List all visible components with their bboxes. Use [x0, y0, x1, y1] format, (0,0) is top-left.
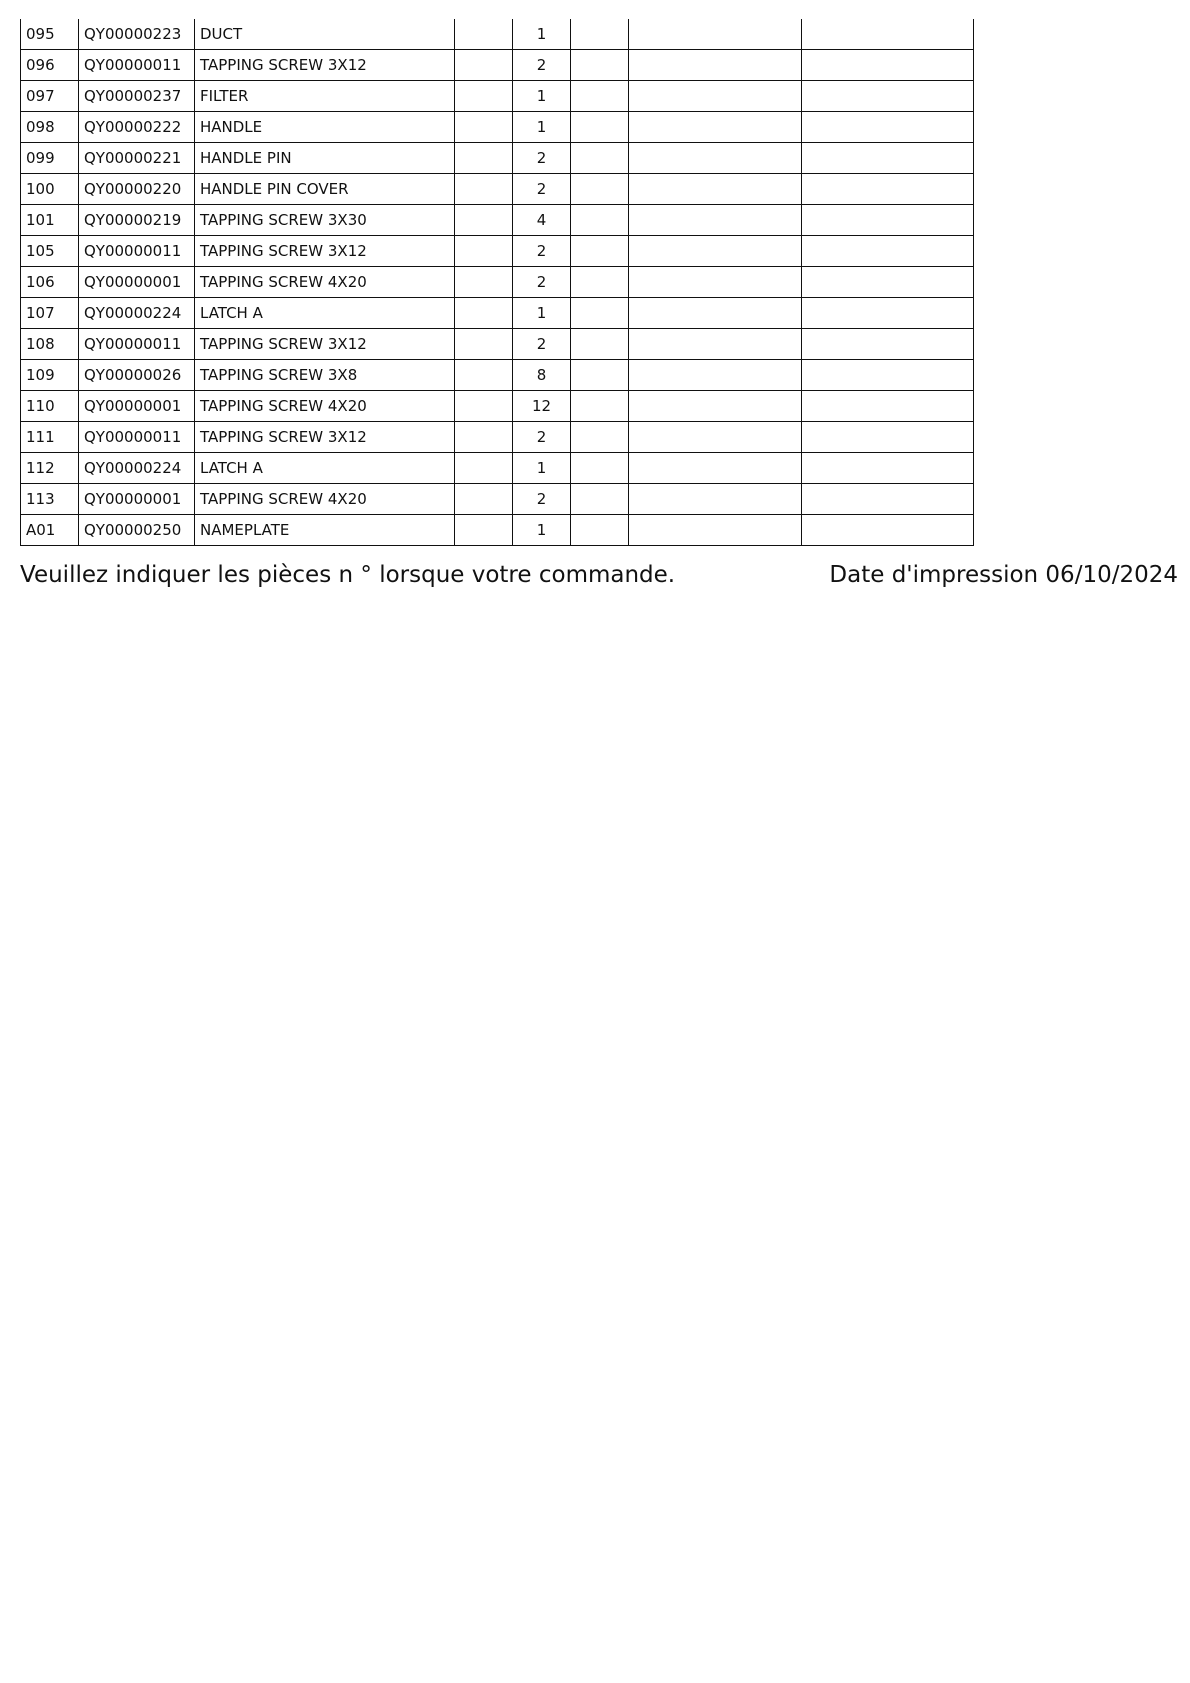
empty-cell — [571, 515, 629, 546]
part-code-cell: QY00000219 — [79, 205, 195, 236]
empty-cell — [571, 205, 629, 236]
part-number-cell: 113 — [21, 484, 79, 515]
part-code-cell: QY00000011 — [79, 236, 195, 267]
part-name-cell: FILTER — [195, 81, 455, 112]
empty-cell — [455, 329, 513, 360]
part-code-cell: QY00000011 — [79, 329, 195, 360]
table-row — [21, 298, 974, 329]
table-row — [21, 267, 974, 298]
part-number-cell: 107 — [21, 298, 79, 329]
part-number-cell: 098 — [21, 112, 79, 143]
empty-cell — [802, 205, 974, 236]
part-name-cell: TAPPING SCREW 3X8 — [195, 360, 455, 391]
table-row — [21, 205, 974, 236]
empty-cell — [455, 360, 513, 391]
part-number-cell: 110 — [21, 391, 79, 422]
empty-cell — [629, 112, 802, 143]
empty-cell — [455, 267, 513, 298]
empty-cell — [629, 81, 802, 112]
empty-cell — [629, 360, 802, 391]
quantity-cell: 1 — [513, 298, 571, 329]
part-code-cell: QY00000001 — [79, 484, 195, 515]
part-name-cell: TAPPING SCREW 3X12 — [195, 236, 455, 267]
part-name-cell: HANDLE PIN COVER — [195, 174, 455, 205]
table-row — [21, 174, 974, 205]
part-code-cell: QY00000237 — [79, 81, 195, 112]
empty-cell — [629, 174, 802, 205]
empty-cell — [455, 174, 513, 205]
empty-cell — [455, 298, 513, 329]
table-row — [21, 50, 974, 81]
quantity-cell: 2 — [513, 484, 571, 515]
quantity-cell: 1 — [513, 453, 571, 484]
empty-cell — [802, 484, 974, 515]
part-code-cell: QY00000224 — [79, 453, 195, 484]
empty-cell — [571, 267, 629, 298]
part-name-cell: TAPPING SCREW 3X12 — [195, 329, 455, 360]
empty-cell — [629, 205, 802, 236]
table-row — [21, 391, 974, 422]
part-name-cell: TAPPING SCREW 3X12 — [195, 422, 455, 453]
table-row — [21, 81, 974, 112]
part-number-cell: 106 — [21, 267, 79, 298]
table-row — [21, 329, 974, 360]
table-row — [21, 19, 974, 50]
empty-cell — [455, 112, 513, 143]
empty-cell — [455, 236, 513, 267]
empty-cell — [802, 360, 974, 391]
empty-cell — [802, 453, 974, 484]
part-code-cell: QY00000250 — [79, 515, 195, 546]
table-row — [21, 360, 974, 391]
empty-cell — [629, 236, 802, 267]
part-code-cell: QY00000026 — [79, 360, 195, 391]
empty-cell — [629, 50, 802, 81]
empty-cell — [629, 19, 802, 50]
quantity-cell: 2 — [513, 329, 571, 360]
empty-cell — [571, 81, 629, 112]
order-instruction-note: Veuillez indiquer les pièces n ° lorsque votre commande. — [20, 562, 676, 588]
quantity-cell: 1 — [513, 515, 571, 546]
empty-cell — [455, 81, 513, 112]
parts-table-body — [21, 19, 974, 546]
empty-cell — [455, 19, 513, 50]
part-name-cell: NAMEPLATE — [195, 515, 455, 546]
part-code-cell: QY00000222 — [79, 112, 195, 143]
quantity-cell: 1 — [513, 112, 571, 143]
empty-cell — [571, 360, 629, 391]
empty-cell — [571, 50, 629, 81]
empty-cell — [571, 174, 629, 205]
part-code-cell: QY00000224 — [79, 298, 195, 329]
empty-cell — [571, 298, 629, 329]
part-name-cell: TAPPING SCREW 4X20 — [195, 267, 455, 298]
empty-cell — [571, 143, 629, 174]
empty-cell — [455, 515, 513, 546]
empty-cell — [571, 391, 629, 422]
quantity-cell: 1 — [513, 19, 571, 50]
table-row — [21, 422, 974, 453]
empty-cell — [571, 19, 629, 50]
empty-cell — [802, 422, 974, 453]
part-code-cell: QY00000223 — [79, 19, 195, 50]
empty-cell — [571, 236, 629, 267]
part-number-cell: 101 — [21, 205, 79, 236]
part-code-cell: QY00000001 — [79, 391, 195, 422]
quantity-cell: 2 — [513, 174, 571, 205]
quantity-cell: 2 — [513, 422, 571, 453]
quantity-cell: 2 — [513, 267, 571, 298]
part-number-cell: 100 — [21, 174, 79, 205]
part-number-cell: 108 — [21, 329, 79, 360]
part-number-cell: 097 — [21, 81, 79, 112]
empty-cell — [802, 19, 974, 50]
empty-cell — [571, 453, 629, 484]
empty-cell — [802, 391, 974, 422]
empty-cell — [802, 515, 974, 546]
empty-cell — [455, 50, 513, 81]
part-number-cell: 111 — [21, 422, 79, 453]
part-code-cell: QY00000001 — [79, 267, 195, 298]
table-row — [21, 453, 974, 484]
part-name-cell: TAPPING SCREW 4X20 — [195, 391, 455, 422]
part-name-cell: TAPPING SCREW 3X12 — [195, 50, 455, 81]
empty-cell — [571, 112, 629, 143]
empty-cell — [802, 236, 974, 267]
quantity-cell: 8 — [513, 360, 571, 391]
empty-cell — [629, 143, 802, 174]
empty-cell — [629, 298, 802, 329]
empty-cell — [802, 143, 974, 174]
empty-cell — [455, 391, 513, 422]
part-number-cell: 096 — [21, 50, 79, 81]
part-name-cell: LATCH A — [195, 298, 455, 329]
quantity-cell: 2 — [513, 236, 571, 267]
empty-cell — [571, 329, 629, 360]
part-name-cell: HANDLE PIN — [195, 143, 455, 174]
table-row — [21, 484, 974, 515]
table-row — [21, 236, 974, 267]
empty-cell — [802, 81, 974, 112]
empty-cell — [802, 329, 974, 360]
quantity-cell: 4 — [513, 205, 571, 236]
table-row — [21, 112, 974, 143]
part-code-cell: QY00000221 — [79, 143, 195, 174]
quantity-cell: 12 — [513, 391, 571, 422]
quantity-cell: 2 — [513, 50, 571, 81]
quantity-cell: 2 — [513, 143, 571, 174]
empty-cell — [629, 422, 802, 453]
part-number-cell: 105 — [21, 236, 79, 267]
empty-cell — [629, 329, 802, 360]
empty-cell — [629, 391, 802, 422]
empty-cell — [571, 484, 629, 515]
empty-cell — [802, 112, 974, 143]
part-number-cell: 099 — [21, 143, 79, 174]
part-name-cell: LATCH A — [195, 453, 455, 484]
part-code-cell: QY00000011 — [79, 422, 195, 453]
empty-cell — [629, 453, 802, 484]
empty-cell — [455, 422, 513, 453]
part-number-cell: 095 — [21, 19, 79, 50]
table-row — [21, 143, 974, 174]
parts-table — [20, 19, 974, 546]
empty-cell — [571, 422, 629, 453]
empty-cell — [629, 484, 802, 515]
part-name-cell: TAPPING SCREW 4X20 — [195, 484, 455, 515]
empty-cell — [455, 484, 513, 515]
empty-cell — [455, 205, 513, 236]
empty-cell — [802, 298, 974, 329]
part-name-cell: TAPPING SCREW 3X30 — [195, 205, 455, 236]
empty-cell — [629, 515, 802, 546]
empty-cell — [802, 267, 974, 298]
print-date: Date d'impression 06/10/2024 — [829, 562, 1178, 588]
part-name-cell: HANDLE — [195, 112, 455, 143]
empty-cell — [629, 267, 802, 298]
empty-cell — [802, 50, 974, 81]
part-name-cell: DUCT — [195, 19, 455, 50]
part-number-cell: 112 — [21, 453, 79, 484]
part-number-cell: A01 — [21, 515, 79, 546]
empty-cell — [802, 174, 974, 205]
empty-cell — [455, 143, 513, 174]
part-code-cell: QY00000011 — [79, 50, 195, 81]
part-code-cell: QY00000220 — [79, 174, 195, 205]
empty-cell — [455, 453, 513, 484]
part-number-cell: 109 — [21, 360, 79, 391]
table-row — [21, 515, 974, 546]
quantity-cell: 1 — [513, 81, 571, 112]
